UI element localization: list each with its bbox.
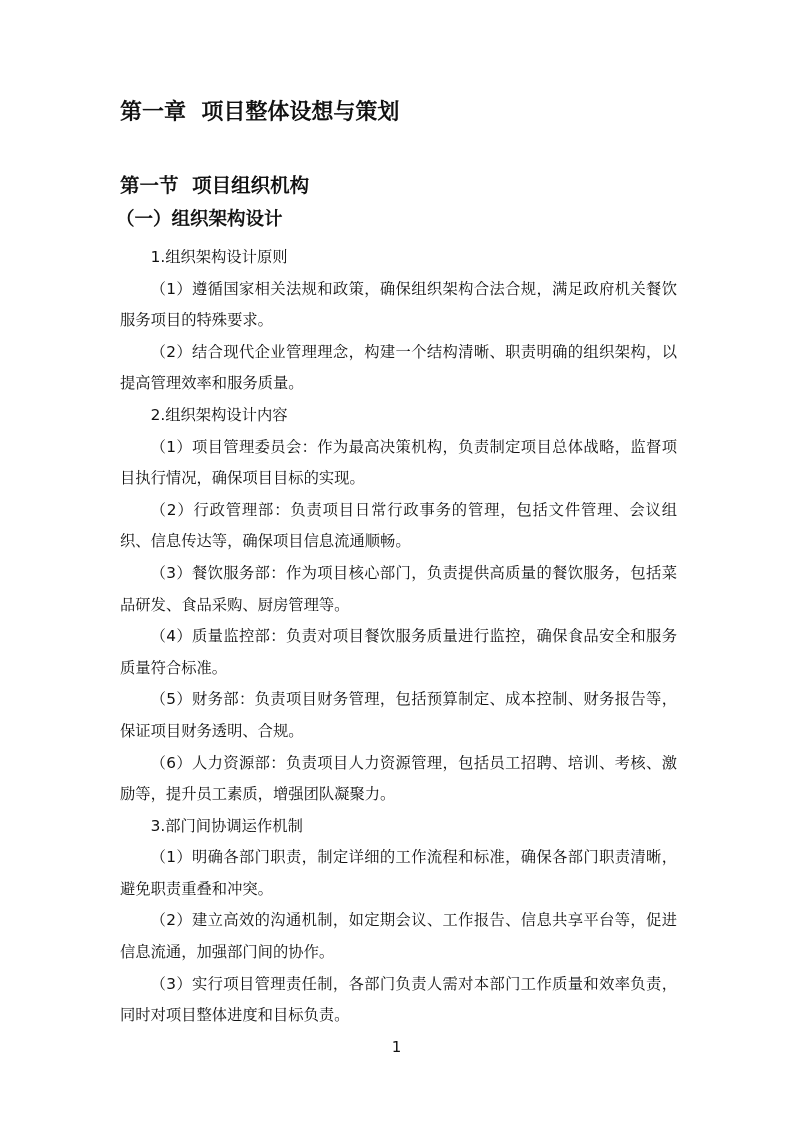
paragraph: （3）餐饮服务部：作为项目核心部门，负责提供高质量的餐饮服务，包括菜品研发、食品采购、厨房管理等。	[120, 563, 677, 614]
paragraph: （5）财务部：负责项目财务管理，包括预算制定、成本控制、财务报告等，保证项目财务透明、合规。	[120, 690, 677, 740]
paragraph: （2）结合现代企业管理理念，构建一个结构清晰、职责明确的组织架构，以提高管理效率和服务质量。	[120, 342, 677, 393]
paragraph: （1）遵循国家相关法规和政策，确保组织架构合法合规，满足政府机关餐饮服务项目的特殊要求。	[120, 279, 677, 330]
paragraph: （2）行政管理部：负责项目日常行政事务的管理，包括文件管理、会议组织、信息传达等，确保项目信息流通顺畅。	[120, 500, 677, 551]
section-title: 第一节 项目组织机构	[120, 174, 310, 197]
document-body	[120, 242, 677, 1032]
subsection-title: （一）组织架构设计	[116, 209, 283, 230]
paragraph: （3）实行项目管理责任制，各部门负责人需对本部门工作质量和效率负责，同时对项目整体进度和目标负责。	[120, 974, 677, 1025]
paragraph: （6）人力资源部：负责项目人力资源管理，包括员工招聘、培训、考核、激励等，提升员工素质，增强团队凝聚力。	[120, 753, 677, 804]
paragraph: （1）明确各部门职责，制定详细的工作流程和标准，确保各部门职责清晰，避免职责重叠和冲突。	[120, 848, 677, 898]
paragraph-heading: 3.部门间协调运作机制	[150, 816, 303, 835]
paragraph-heading: 1.组织架构设计原则	[150, 248, 288, 266]
paragraph: （1）项目管理委员会：作为最高决策机构，负责制定项目总体战略，监督项目执行情况，确保项目目标的实现。	[120, 437, 677, 488]
paragraph: （4）质量监控部：负责对项目餐饮服务质量进行监控，确保食品安全和服务质量符合标准。	[120, 627, 677, 677]
chapter-title: 第一章 项目整体设想与策划	[120, 100, 400, 125]
paragraph-heading: 2.组织架构设计内容	[150, 405, 288, 424]
page-number: 1	[391, 1038, 402, 1056]
paragraph: （2）建立高效的沟通机制，如定期会议、工作报告、信息共享平台等，促进信息流通，加强部门间的协作。	[120, 911, 677, 962]
